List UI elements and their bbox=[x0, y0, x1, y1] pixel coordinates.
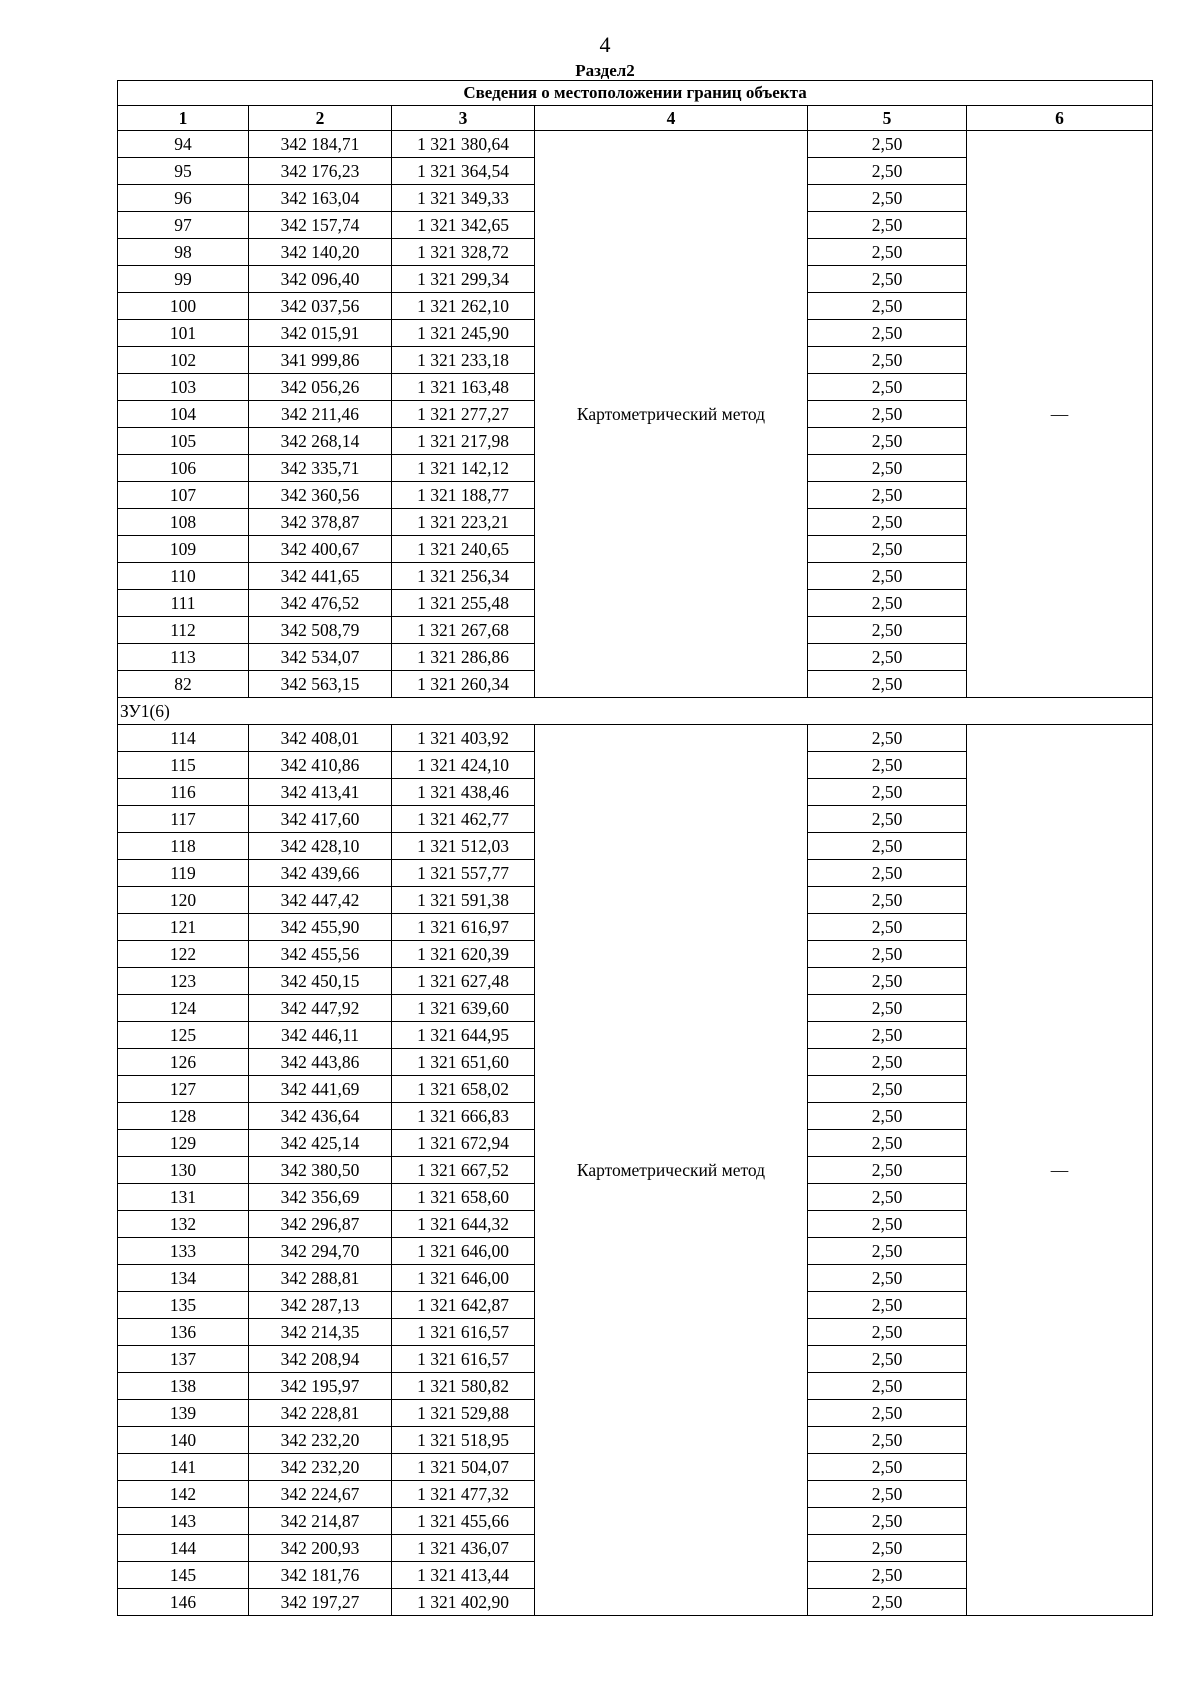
coordinate-x: 342 096,40 bbox=[249, 266, 392, 293]
column-6-cell: — bbox=[967, 725, 1153, 1616]
coordinate-y: 1 321 328,72 bbox=[392, 239, 535, 266]
coordinate-y: 1 321 188,77 bbox=[392, 482, 535, 509]
method-cell: Картометрический метод bbox=[535, 131, 808, 698]
point-number: 144 bbox=[118, 1535, 249, 1562]
accuracy-cell: 2,50 bbox=[808, 914, 967, 941]
coordinate-x: 342 400,67 bbox=[249, 536, 392, 563]
point-number: 145 bbox=[118, 1562, 249, 1589]
coordinate-x: 342 436,64 bbox=[249, 1103, 392, 1130]
point-number: 123 bbox=[118, 968, 249, 995]
coordinate-x: 342 441,65 bbox=[249, 563, 392, 590]
group-label: ЗУ1(6) bbox=[118, 698, 1153, 725]
point-number: 139 bbox=[118, 1400, 249, 1427]
coordinate-x: 342 380,50 bbox=[249, 1157, 392, 1184]
coordinate-x: 342 211,46 bbox=[249, 401, 392, 428]
accuracy-cell: 2,50 bbox=[808, 1076, 967, 1103]
point-number: 122 bbox=[118, 941, 249, 968]
coordinate-y: 1 321 233,18 bbox=[392, 347, 535, 374]
table-caption: Сведения о местоположении границ объекта bbox=[118, 81, 1153, 106]
accuracy-cell: 2,50 bbox=[808, 1130, 967, 1157]
point-number: 130 bbox=[118, 1157, 249, 1184]
coordinate-x: 342 446,11 bbox=[249, 1022, 392, 1049]
coordinate-x: 342 441,69 bbox=[249, 1076, 392, 1103]
accuracy-cell: 2,50 bbox=[808, 563, 967, 590]
coordinate-x: 342 360,56 bbox=[249, 482, 392, 509]
accuracy-cell: 2,50 bbox=[808, 185, 967, 212]
accuracy-cell: 2,50 bbox=[808, 887, 967, 914]
coordinate-x: 342 447,42 bbox=[249, 887, 392, 914]
coordinate-x: 342 176,23 bbox=[249, 158, 392, 185]
coordinate-y: 1 321 672,94 bbox=[392, 1130, 535, 1157]
coordinate-x: 342 163,04 bbox=[249, 185, 392, 212]
coordinate-y: 1 321 557,77 bbox=[392, 860, 535, 887]
point-number: 126 bbox=[118, 1049, 249, 1076]
point-number: 137 bbox=[118, 1346, 249, 1373]
point-number: 113 bbox=[118, 644, 249, 671]
coordinate-x: 342 208,94 bbox=[249, 1346, 392, 1373]
point-number: 121 bbox=[118, 914, 249, 941]
coordinate-y: 1 321 424,10 bbox=[392, 752, 535, 779]
table-body bbox=[118, 131, 1153, 1616]
point-number: 135 bbox=[118, 1292, 249, 1319]
coordinate-x: 342 508,79 bbox=[249, 617, 392, 644]
accuracy-cell: 2,50 bbox=[808, 1157, 967, 1184]
coordinate-y: 1 321 217,98 bbox=[392, 428, 535, 455]
coordinate-y: 1 321 646,00 bbox=[392, 1265, 535, 1292]
coordinate-x: 342 268,14 bbox=[249, 428, 392, 455]
table-row bbox=[118, 131, 1153, 158]
coordinate-y: 1 321 299,34 bbox=[392, 266, 535, 293]
table-row bbox=[118, 725, 1153, 752]
coordinate-y: 1 321 286,86 bbox=[392, 644, 535, 671]
coordinate-y: 1 321 667,52 bbox=[392, 1157, 535, 1184]
coordinate-y: 1 321 642,87 bbox=[392, 1292, 535, 1319]
accuracy-cell: 2,50 bbox=[808, 671, 967, 698]
coordinate-y: 1 321 462,77 bbox=[392, 806, 535, 833]
column-header: 2 bbox=[249, 106, 392, 131]
coordinate-x: 342 378,87 bbox=[249, 509, 392, 536]
accuracy-cell: 2,50 bbox=[808, 374, 967, 401]
accuracy-cell: 2,50 bbox=[808, 1535, 967, 1562]
coordinate-y: 1 321 163,48 bbox=[392, 374, 535, 401]
accuracy-cell: 2,50 bbox=[808, 266, 967, 293]
column-header: 6 bbox=[967, 106, 1153, 131]
coordinate-y: 1 321 651,60 bbox=[392, 1049, 535, 1076]
accuracy-cell: 2,50 bbox=[808, 131, 967, 158]
coordinate-y: 1 321 402,90 bbox=[392, 1589, 535, 1616]
coordinate-x: 342 356,69 bbox=[249, 1184, 392, 1211]
coordinate-y: 1 321 342,65 bbox=[392, 212, 535, 239]
point-number: 136 bbox=[118, 1319, 249, 1346]
accuracy-cell: 2,50 bbox=[808, 752, 967, 779]
point-number: 101 bbox=[118, 320, 249, 347]
section-title: Раздел2 bbox=[575, 61, 635, 80]
coordinate-y: 1 321 267,68 bbox=[392, 617, 535, 644]
coordinate-y: 1 321 616,57 bbox=[392, 1319, 535, 1346]
coordinate-y: 1 321 658,60 bbox=[392, 1184, 535, 1211]
point-number: 96 bbox=[118, 185, 249, 212]
coordinate-x: 342 287,13 bbox=[249, 1292, 392, 1319]
point-number: 131 bbox=[118, 1184, 249, 1211]
accuracy-cell: 2,50 bbox=[808, 1211, 967, 1238]
point-number: 100 bbox=[118, 293, 249, 320]
coordinate-x: 342 563,15 bbox=[249, 671, 392, 698]
accuracy-cell: 2,50 bbox=[808, 1481, 967, 1508]
coordinate-x: 342 413,41 bbox=[249, 779, 392, 806]
point-number: 104 bbox=[118, 401, 249, 428]
coordinate-y: 1 321 512,03 bbox=[392, 833, 535, 860]
coordinate-x: 342 224,67 bbox=[249, 1481, 392, 1508]
accuracy-cell: 2,50 bbox=[808, 1265, 967, 1292]
coordinate-x: 342 439,66 bbox=[249, 860, 392, 887]
column-header: 5 bbox=[808, 106, 967, 131]
coordinate-y: 1 321 616,97 bbox=[392, 914, 535, 941]
coordinate-y: 1 321 646,00 bbox=[392, 1238, 535, 1265]
accuracy-cell: 2,50 bbox=[808, 995, 967, 1022]
coordinate-x: 342 410,86 bbox=[249, 752, 392, 779]
coordinate-y: 1 321 627,48 bbox=[392, 968, 535, 995]
coordinate-y: 1 321 644,95 bbox=[392, 1022, 535, 1049]
accuracy-cell: 2,50 bbox=[808, 1589, 967, 1616]
accuracy-cell: 2,50 bbox=[808, 320, 967, 347]
coordinate-x: 342 214,87 bbox=[249, 1508, 392, 1535]
point-number: 146 bbox=[118, 1589, 249, 1616]
point-number: 134 bbox=[118, 1265, 249, 1292]
method-cell: Картометрический метод bbox=[535, 725, 808, 1616]
accuracy-cell: 2,50 bbox=[808, 779, 967, 806]
accuracy-cell: 2,50 bbox=[808, 212, 967, 239]
accuracy-cell: 2,50 bbox=[808, 428, 967, 455]
point-number: 143 bbox=[118, 1508, 249, 1535]
point-number: 110 bbox=[118, 563, 249, 590]
point-number: 98 bbox=[118, 239, 249, 266]
column-header: 1 bbox=[118, 106, 249, 131]
coordinate-y: 1 321 620,39 bbox=[392, 941, 535, 968]
point-number: 99 bbox=[118, 266, 249, 293]
point-number: 138 bbox=[118, 1373, 249, 1400]
coordinate-y: 1 321 380,64 bbox=[392, 131, 535, 158]
point-number: 115 bbox=[118, 752, 249, 779]
coordinate-y: 1 321 438,46 bbox=[392, 779, 535, 806]
coordinate-y: 1 321 616,57 bbox=[392, 1346, 535, 1373]
point-number: 112 bbox=[118, 617, 249, 644]
coordinate-x: 342 232,20 bbox=[249, 1454, 392, 1481]
coordinate-y: 1 321 413,44 bbox=[392, 1562, 535, 1589]
point-number: 103 bbox=[118, 374, 249, 401]
accuracy-cell: 2,50 bbox=[808, 401, 967, 428]
point-number: 108 bbox=[118, 509, 249, 536]
coordinate-y: 1 321 260,34 bbox=[392, 671, 535, 698]
point-number: 102 bbox=[118, 347, 249, 374]
accuracy-cell: 2,50 bbox=[808, 1427, 967, 1454]
point-number: 94 bbox=[118, 131, 249, 158]
point-number: 125 bbox=[118, 1022, 249, 1049]
coordinate-x: 342 447,92 bbox=[249, 995, 392, 1022]
point-number: 120 bbox=[118, 887, 249, 914]
coordinate-x: 342 157,74 bbox=[249, 212, 392, 239]
accuracy-cell: 2,50 bbox=[808, 482, 967, 509]
point-number: 140 bbox=[118, 1427, 249, 1454]
point-number: 111 bbox=[118, 590, 249, 617]
point-number: 133 bbox=[118, 1238, 249, 1265]
coordinate-y: 1 321 349,33 bbox=[392, 185, 535, 212]
coordinate-x: 342 476,52 bbox=[249, 590, 392, 617]
coordinate-y: 1 321 658,02 bbox=[392, 1076, 535, 1103]
accuracy-cell: 2,50 bbox=[808, 1292, 967, 1319]
coordinate-x: 342 140,20 bbox=[249, 239, 392, 266]
accuracy-cell: 2,50 bbox=[808, 239, 967, 266]
coordinate-y: 1 321 529,88 bbox=[392, 1400, 535, 1427]
coordinate-x: 342 015,91 bbox=[249, 320, 392, 347]
point-number: 129 bbox=[118, 1130, 249, 1157]
coordinate-x: 342 455,90 bbox=[249, 914, 392, 941]
point-number: 105 bbox=[118, 428, 249, 455]
coordinate-y: 1 321 477,32 bbox=[392, 1481, 535, 1508]
accuracy-cell: 2,50 bbox=[808, 1454, 967, 1481]
coordinate-x: 342 417,60 bbox=[249, 806, 392, 833]
column-6-cell: — bbox=[967, 131, 1153, 698]
coordinate-y: 1 321 240,65 bbox=[392, 536, 535, 563]
accuracy-cell: 2,50 bbox=[808, 509, 967, 536]
coordinate-x: 342 443,86 bbox=[249, 1049, 392, 1076]
coordinate-x: 342 056,26 bbox=[249, 374, 392, 401]
accuracy-cell: 2,50 bbox=[808, 1562, 967, 1589]
point-number: 128 bbox=[118, 1103, 249, 1130]
coordinate-y: 1 321 255,48 bbox=[392, 590, 535, 617]
page-number: 4 bbox=[599, 32, 611, 57]
accuracy-cell: 2,50 bbox=[808, 860, 967, 887]
column-header: 3 bbox=[392, 106, 535, 131]
coordinate-y: 1 321 364,54 bbox=[392, 158, 535, 185]
accuracy-cell: 2,50 bbox=[808, 644, 967, 671]
accuracy-cell: 2,50 bbox=[808, 1022, 967, 1049]
coordinate-x: 342 197,27 bbox=[249, 1589, 392, 1616]
accuracy-cell: 2,50 bbox=[808, 1184, 967, 1211]
point-number: 106 bbox=[118, 455, 249, 482]
accuracy-cell: 2,50 bbox=[808, 590, 967, 617]
coordinate-x: 342 534,07 bbox=[249, 644, 392, 671]
point-number: 118 bbox=[118, 833, 249, 860]
coordinate-x: 342 450,15 bbox=[249, 968, 392, 995]
coordinate-y: 1 321 277,27 bbox=[392, 401, 535, 428]
coordinate-y: 1 321 436,07 bbox=[392, 1535, 535, 1562]
point-number: 114 bbox=[118, 725, 249, 752]
point-number: 116 bbox=[118, 779, 249, 806]
coordinate-x: 342 037,56 bbox=[249, 293, 392, 320]
coordinate-x: 342 184,71 bbox=[249, 131, 392, 158]
point-number: 119 bbox=[118, 860, 249, 887]
accuracy-cell: 2,50 bbox=[808, 1319, 967, 1346]
boundary-coordinates-table bbox=[117, 80, 1153, 1616]
point-number: 82 bbox=[118, 671, 249, 698]
point-number: 107 bbox=[118, 482, 249, 509]
point-number: 117 bbox=[118, 806, 249, 833]
coordinate-x: 342 232,20 bbox=[249, 1427, 392, 1454]
accuracy-cell: 2,50 bbox=[808, 347, 967, 374]
group-label-row bbox=[118, 698, 1153, 725]
coordinate-y: 1 321 518,95 bbox=[392, 1427, 535, 1454]
point-number: 95 bbox=[118, 158, 249, 185]
coordinate-x: 342 181,76 bbox=[249, 1562, 392, 1589]
accuracy-cell: 2,50 bbox=[808, 1103, 967, 1130]
coordinate-y: 1 321 639,60 bbox=[392, 995, 535, 1022]
coordinate-y: 1 321 644,32 bbox=[392, 1211, 535, 1238]
accuracy-cell: 2,50 bbox=[808, 1238, 967, 1265]
accuracy-cell: 2,50 bbox=[808, 725, 967, 752]
coordinate-y: 1 321 262,10 bbox=[392, 293, 535, 320]
coordinate-x: 342 228,81 bbox=[249, 1400, 392, 1427]
accuracy-cell: 2,50 bbox=[808, 455, 967, 482]
coordinate-y: 1 321 504,07 bbox=[392, 1454, 535, 1481]
accuracy-cell: 2,50 bbox=[808, 1346, 967, 1373]
accuracy-cell: 2,50 bbox=[808, 293, 967, 320]
coordinate-x: 342 294,70 bbox=[249, 1238, 392, 1265]
coordinate-y: 1 321 245,90 bbox=[392, 320, 535, 347]
coordinate-x: 342 288,81 bbox=[249, 1265, 392, 1292]
point-number: 97 bbox=[118, 212, 249, 239]
point-number: 109 bbox=[118, 536, 249, 563]
accuracy-cell: 2,50 bbox=[808, 833, 967, 860]
accuracy-cell: 2,50 bbox=[808, 1373, 967, 1400]
coordinate-y: 1 321 223,21 bbox=[392, 509, 535, 536]
coordinate-y: 1 321 256,34 bbox=[392, 563, 535, 590]
coordinate-y: 1 321 580,82 bbox=[392, 1373, 535, 1400]
accuracy-cell: 2,50 bbox=[808, 536, 967, 563]
coordinate-x: 342 195,97 bbox=[249, 1373, 392, 1400]
accuracy-cell: 2,50 bbox=[808, 1400, 967, 1427]
point-number: 132 bbox=[118, 1211, 249, 1238]
accuracy-cell: 2,50 bbox=[808, 617, 967, 644]
accuracy-cell: 2,50 bbox=[808, 1049, 967, 1076]
coordinate-y: 1 321 666,83 bbox=[392, 1103, 535, 1130]
coordinate-x: 342 428,10 bbox=[249, 833, 392, 860]
coordinate-x: 342 200,93 bbox=[249, 1535, 392, 1562]
point-number: 127 bbox=[118, 1076, 249, 1103]
accuracy-cell: 2,50 bbox=[808, 1508, 967, 1535]
accuracy-cell: 2,50 bbox=[808, 158, 967, 185]
point-number: 141 bbox=[118, 1454, 249, 1481]
point-number: 124 bbox=[118, 995, 249, 1022]
coordinate-x: 342 214,35 bbox=[249, 1319, 392, 1346]
coordinate-x: 342 296,87 bbox=[249, 1211, 392, 1238]
coordinate-y: 1 321 403,92 bbox=[392, 725, 535, 752]
column-header: 4 bbox=[535, 106, 808, 131]
coordinate-x: 342 425,14 bbox=[249, 1130, 392, 1157]
coordinate-y: 1 321 591,38 bbox=[392, 887, 535, 914]
coordinate-y: 1 321 455,66 bbox=[392, 1508, 535, 1535]
coordinate-y: 1 321 142,12 bbox=[392, 455, 535, 482]
accuracy-cell: 2,50 bbox=[808, 941, 967, 968]
coordinate-x: 342 335,71 bbox=[249, 455, 392, 482]
accuracy-cell: 2,50 bbox=[808, 806, 967, 833]
coordinate-x: 342 408,01 bbox=[249, 725, 392, 752]
point-number: 142 bbox=[118, 1481, 249, 1508]
coordinate-x: 342 455,56 bbox=[249, 941, 392, 968]
accuracy-cell: 2,50 bbox=[808, 968, 967, 995]
coordinate-x: 341 999,86 bbox=[249, 347, 392, 374]
